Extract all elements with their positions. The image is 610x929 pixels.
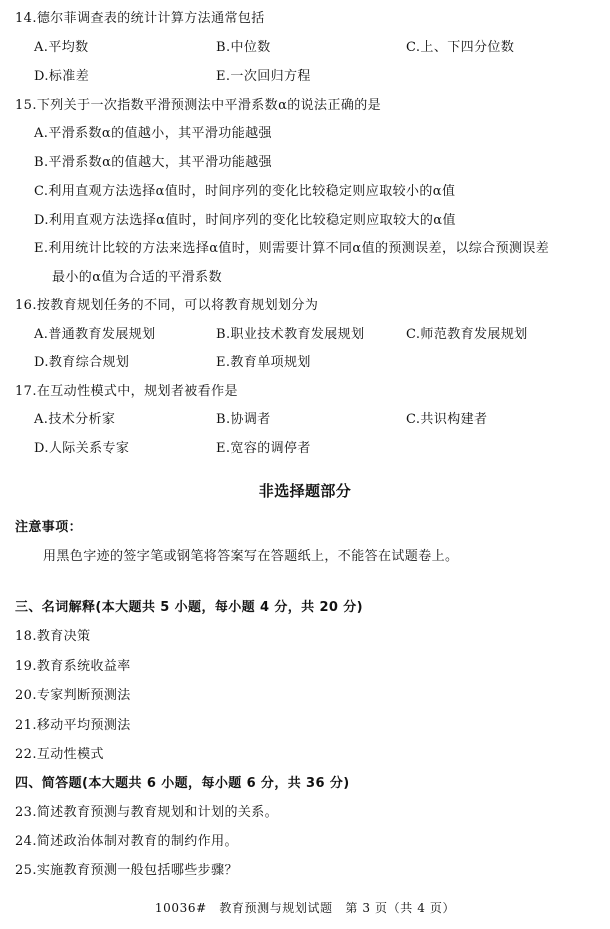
notice-text: 用黑色字迹的签字笔或钢笔将答案写在答题纸上，不能答在试题卷上。: [43, 549, 459, 564]
question-23: 23.简述教育预测与教育规划和计划的关系。: [15, 805, 279, 820]
notice-heading: 注意事项：: [15, 520, 83, 535]
question-14-option-a: A.平均数: [34, 40, 89, 55]
question-17-option-b: B.协调者: [216, 412, 271, 427]
question-14-stem: 14.德尔菲调查表的统计计算方法通常包括: [15, 11, 265, 26]
question-16-option-d: D.教育综合规划: [34, 355, 130, 370]
question-16-option-c: C.师范教育发展规划: [406, 327, 528, 342]
question-14-option-d: D.标准差: [34, 69, 90, 84]
question-16-stem: 16.按教育规划任务的不同，可以将教育规划划分为: [15, 298, 319, 313]
section-title: 非选择题部分: [258, 482, 352, 500]
question-14-option-c: C.上、下四分位数: [406, 40, 515, 55]
part-3-heading: 三、名词解释(本大题共 5 小题，每小题 4 分，共 20 分): [15, 600, 364, 615]
question-16-option-e: E.教育单项规划: [216, 355, 311, 370]
question-20: 20.专家判断预测法: [15, 688, 131, 703]
question-15-option-c: C.利用直观方法选择α值时，时间序列的变化比较稳定则应取较小的α值: [34, 184, 456, 199]
question-17-option-a: A.技术分析家: [34, 412, 116, 427]
part-4-heading: 四、简答题(本大题共 6 小题，每小题 6 分，共 36 分): [15, 776, 350, 791]
question-17-option-e: E.宽容的调停者: [216, 441, 311, 456]
question-17-option-d: D.人际关系专家: [34, 441, 130, 456]
question-15-option-e-continued: 最小的α值为合适的平滑系数: [52, 270, 222, 285]
question-24: 24.简述政治体制对教育的制约作用。: [15, 834, 238, 849]
question-16-option-a: A.普通教育发展规划: [34, 327, 156, 342]
question-22: 22.互动性模式: [15, 747, 104, 762]
question-16-option-b: B.职业技术教育发展规划: [216, 327, 365, 342]
question-18: 18.教育决策: [15, 629, 91, 644]
question-17-stem: 17.在互动性模式中，规划者被看作是: [15, 384, 238, 399]
question-15-option-a: A.平滑系数α的值越小，其平滑功能越强: [34, 126, 272, 141]
question-19: 19.教育系统收益率: [15, 659, 131, 674]
question-15-option-d: D.利用直观方法选择α值时，时间序列的变化比较稳定则应取较大的α值: [34, 213, 456, 228]
question-14-option-e: E.一次回归方程: [216, 69, 311, 84]
question-21: 21.移动平均预测法: [15, 718, 131, 733]
question-15-option-b: B.平滑系数α的值越大，其平滑功能越强: [34, 155, 273, 170]
question-14-option-b: B.中位数: [216, 40, 271, 55]
question-15-stem: 15.下列关于一次指数平滑预测法中平滑系数α的说法正确的是: [15, 98, 382, 113]
question-25: 25.实施教育预测一般包括哪些步骤？: [15, 863, 238, 878]
question-15-option-e: E.利用统计比较的方法来选择α值时，则需要计算不同α值的预测误差，以综合预测误差: [34, 241, 550, 256]
page-footer: 10036# 教育预测与规划试题 第 3 页（共 4 页）: [154, 901, 456, 915]
question-17-option-c: C.共识构建者: [406, 412, 488, 427]
